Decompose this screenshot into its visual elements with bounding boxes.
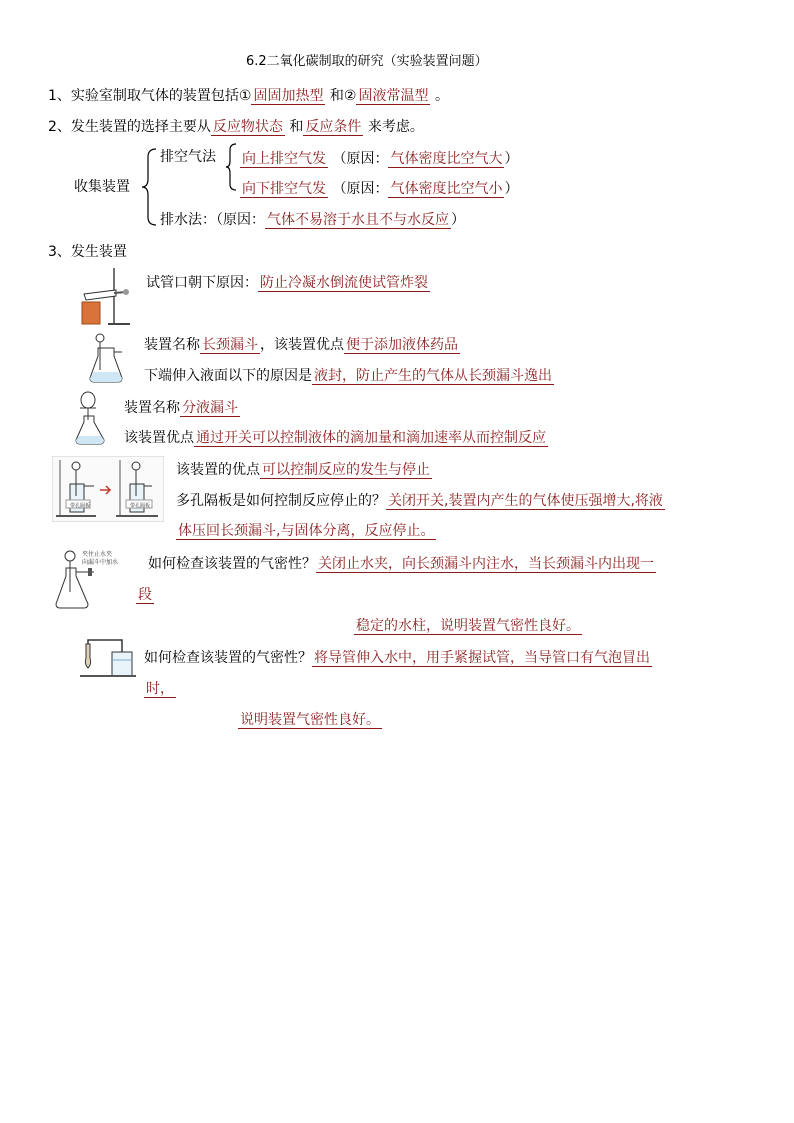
porous-plate-label-right: 带孔隔板	[130, 503, 151, 509]
plate-adv-label: 该装置的优点	[176, 462, 260, 478]
question-2	[48, 117, 424, 137]
q1-answer-2: 固液常温型	[358, 88, 429, 104]
air-method-label: 排空气法	[160, 149, 216, 165]
funnel-name-label: 装置名称	[144, 337, 200, 353]
collect-up-close: ）	[504, 151, 519, 167]
check1-question: 如何检查该装置的气密性？	[148, 556, 316, 572]
check2-answer-3: 说明装置气密性良好。	[240, 712, 380, 728]
plate-adv: 可以控制反应的发生与停止	[262, 462, 430, 478]
question-1	[48, 86, 449, 106]
air-method-brace	[226, 142, 240, 192]
porous-plate-apparatus-icon	[52, 456, 164, 522]
plate-answer-1: 关闭开关,装置内产生的气体使压强增大,将液	[388, 493, 663, 509]
separatory-funnel-icon	[72, 390, 108, 446]
collect-water-reason: 气体不易溶于水且不与水反应	[267, 212, 449, 228]
sep-row-2	[124, 428, 548, 448]
plate-row-2	[176, 491, 665, 511]
collect-water-row	[160, 210, 465, 230]
sep-name: 分液漏斗	[182, 400, 238, 416]
porous-plate-label-left: 带孔隔板	[70, 503, 91, 509]
check1-row-2	[136, 585, 154, 605]
q2-prefix: 2、发生装置的选择主要从	[48, 119, 211, 135]
q1-answer-1: 固固加热型	[253, 88, 324, 104]
tube-answer: 防止冷凝水倒流使试管炸裂	[260, 275, 428, 291]
funnel-reason: 液封，防止产生的气体从长颈漏斗逸出	[314, 368, 552, 384]
sep-row-1	[124, 398, 240, 418]
collect-up-row	[240, 149, 518, 169]
airtightness-clip-label: 夹住止水夹	[82, 551, 113, 558]
funnel-name: 长颈漏斗	[202, 337, 258, 353]
collect-up-answer: 向上排空气发	[242, 151, 326, 167]
sep-adv: 通过开关可以控制液体的滴加量和滴加速率从而控制反应	[196, 430, 546, 446]
q1-mid: 和②	[329, 88, 357, 104]
long-neck-funnel-icon	[88, 332, 124, 384]
sep-adv-label: 该装置优点	[124, 430, 194, 446]
q1-end: 。	[434, 88, 449, 104]
plate-row-3	[176, 521, 436, 541]
check1-row-3	[354, 616, 582, 636]
check2-answer-1: 将导管伸入水中，用手紧握试管，当导管口有气泡冒出	[314, 650, 650, 666]
check1-answer-3: 稳定的水柱，说明装置气密性良好。	[356, 618, 580, 634]
q1-prefix: 1、实验室制取气体的装置包括①	[48, 88, 252, 104]
plate-answer-2: 体压回长颈漏斗,与固体分离，反应停止。	[178, 523, 435, 539]
check2-answer-2: 时，	[146, 681, 174, 697]
collect-label: 收集装置	[74, 179, 130, 195]
funnel-adv: 便于添加液体药品	[346, 337, 458, 353]
collect-brace	[142, 147, 162, 227]
page-title: 6.2二氧化碳制取的研究（实验装置问题）	[246, 54, 488, 69]
q2-answer-2: 反应条件	[305, 119, 362, 135]
q2-mid: 和	[289, 119, 304, 135]
collect-water-close: ）	[451, 212, 465, 228]
collect-down-reason: 气体密度比空气小	[390, 181, 503, 197]
check1-answer-2: 段	[138, 587, 152, 603]
check1-answer-1: 关闭止水夹，向长颈漏斗内注水，当长颈漏斗内出现一	[318, 556, 654, 572]
check2-row-2	[144, 679, 176, 699]
sep-name-label: 装置名称	[124, 400, 180, 416]
check2-row-1	[144, 648, 652, 668]
funnel-row-1	[144, 335, 460, 355]
check2-row-3	[238, 710, 382, 730]
question-3-heading: 3、发生装置	[48, 244, 127, 260]
airtightness-funnel-icon	[52, 548, 138, 612]
q2-end: 来考虑。	[367, 119, 424, 135]
q2-answer-1: 反应物状态	[212, 119, 283, 135]
heating-tube-apparatus-icon	[80, 266, 132, 328]
collect-up-reason: 气体密度比空气大	[390, 151, 503, 167]
funnel-adv-label: ，该装置优点	[260, 337, 344, 353]
plate-row-1	[176, 460, 432, 480]
airtightness-water-label: 向漏斗中加水	[82, 559, 119, 566]
check2-question: 如何检查该装置的气密性？	[144, 650, 312, 666]
hand-grip-apparatus-icon	[78, 638, 138, 682]
collect-down-row	[240, 179, 518, 199]
check1-row-1	[148, 554, 656, 574]
plate-question: 多孔隔板是如何控制反应停止的？	[176, 493, 386, 509]
collect-water-label: 排水法：（原因：	[160, 212, 265, 228]
collect-up-reason-label: （原因：	[332, 151, 389, 167]
funnel-reason-label: 下端伸入液面以下的原因是	[144, 368, 312, 384]
tube-label: 试管口朝下原因：	[146, 275, 258, 291]
funnel-row-2	[144, 366, 554, 386]
heating-tube-row	[146, 273, 430, 293]
collect-down-answer: 向下排空气发	[242, 181, 326, 197]
collect-down-close: ）	[504, 181, 519, 197]
collect-down-reason-label: （原因：	[332, 181, 389, 197]
